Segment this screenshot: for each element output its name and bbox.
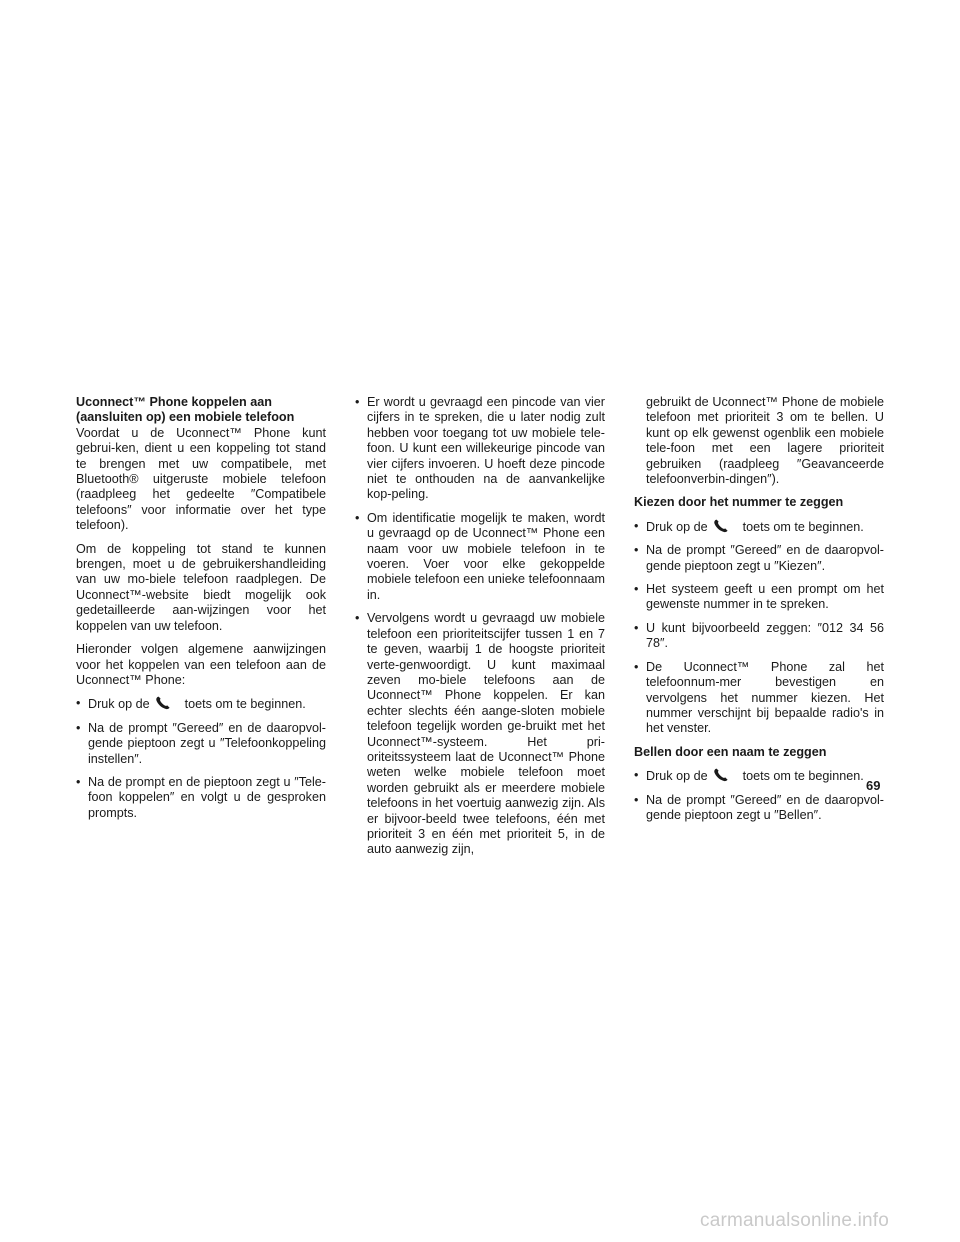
- bullet-symbol: •: [76, 720, 81, 735]
- bullet-text: Druk op de: [646, 519, 708, 534]
- bullet-item: [634, 768, 884, 784]
- bullet-item: [634, 621, 884, 652]
- bullet-symbol: •: [355, 395, 360, 409]
- bullet-symbol: •: [355, 611, 360, 626]
- bullet-item: [634, 519, 884, 535]
- bullet-text: Het systeem geeft u een prompt om het gewenste nummer in te spreken.: [646, 582, 884, 612]
- bullet-symbol: •: [634, 582, 639, 597]
- bullet-text: toets om te beginnen.: [742, 769, 864, 784]
- bullet-text: toets om te beginnen.: [742, 519, 864, 534]
- column-right: [634, 395, 884, 831]
- section-heading: Bellen door een naam te zeggen: [634, 744, 827, 759]
- column-left: [76, 395, 326, 829]
- bullet-text: Druk op de: [646, 769, 708, 784]
- bullet-symbol: •: [634, 659, 639, 674]
- phone-handset-icon: [713, 519, 729, 533]
- bullet-symbol: •: [634, 543, 639, 558]
- bullet-symbol: •: [634, 768, 639, 783]
- bullet-text: De Uconnect™ Phone zal het telefoonnum-mer bevestigen en vervolgens het nummer kiezen. Het nummer verschijnt bij bepaalde radio's in het venster.: [646, 659, 884, 736]
- bullet-text: Om identificatie mogelijk te maken, wordt u gevraagd op de Uconnect™ Phone een naam voor uw mobiele telefoon in te voeren. Voer voor elke gekoppelde mobiele telefoon een unieke telefoonnaam in.: [367, 510, 605, 602]
- continuation-text: gebruikt de Uconnect™ Phone de mobiele telefoon met prioriteit 3 om te bellen. U kunt op elk gewenst ogenblik een mobiele tele-foon met een lagere prioriteit gebruiken (raadpleeg ″Geavanceerde telefoonverbin-dingen″).: [646, 395, 884, 487]
- bullet-symbol: •: [76, 774, 81, 789]
- section-heading: Uconnect™ Phone koppelen aan (aansluiten op) een mobiele telefoon: [76, 395, 295, 425]
- bullet-text: Na de prompt en de pieptoon zegt u ″Tele-foon koppelen″ en volgt u de gesproken prompts.: [88, 774, 326, 820]
- section-heading: Kiezen door het nummer te zeggen: [634, 495, 844, 510]
- bullet-item: [76, 696, 326, 712]
- phone-handset-icon: [155, 696, 171, 710]
- bullet-item: [634, 660, 884, 737]
- bullet-item: [76, 775, 326, 821]
- bullet-item: [634, 793, 884, 824]
- bullet-text: toets om te beginnen.: [184, 697, 306, 712]
- bullet-symbol: •: [634, 792, 639, 807]
- bullet-text: Druk op de: [88, 697, 150, 712]
- paragraph: Om de koppeling tot stand te kunnen brengen, moet u de gebruikershandleiding van uw mo-biele telefoon raadplegen. De Uconnect™-website biedt mogelijk ook gedetailleerde aan-wijzingen voor het koppelen van uw telefoon.: [76, 541, 326, 633]
- bullet-item: [76, 721, 326, 767]
- page-number: 69: [866, 778, 881, 793]
- bullet-text: Na de prompt ″Gereed″ en de daaropvol-gende pieptoon zegt u ″Kiezen″.: [646, 543, 884, 573]
- bullet-symbol: •: [76, 696, 81, 711]
- bullet-item: [355, 511, 605, 603]
- phone-handset-icon: [713, 768, 729, 782]
- bullet-item: [355, 395, 605, 503]
- column-middle: [355, 395, 605, 866]
- bullet-text: U kunt bijvoorbeeld zeggen: ″012 34 56 78″.: [646, 620, 884, 651]
- paragraph: Hieronder volgen algemene aanwijzingen voor het koppelen van een telefoon aan de Uconnect™ Phone:: [76, 642, 326, 687]
- bullet-symbol: •: [634, 620, 639, 635]
- bullet-text: Na de prompt ″Gereed″ en de daaropvol-gende pieptoon zegt u ″Telefoonkoppeling instellen″.: [88, 720, 326, 766]
- bullet-item: [634, 582, 884, 613]
- bullet-symbol: •: [634, 518, 639, 533]
- bullet-symbol: •: [355, 510, 360, 525]
- bullet-text: Na de prompt ″Gereed″ en de daaropvol-gende pieptoon zegt u ″Bellen″.: [646, 792, 884, 822]
- bullet-item: [355, 611, 605, 858]
- bullet-text: Er wordt u gevraagd een pincode van vier cijfers in te spreken, die u later nodig zult hebben voor toegang tot uw mobiele tele-foon. U kunt een willekeurige pincode van vier cijfers invoeren. U hoeft deze pincode niet te onthouden na de aanvankelijke kop-peling.: [367, 395, 605, 502]
- watermark: carmanualsonline.info: [700, 1210, 890, 1231]
- bullet-text: Vervolgens wordt u gevraagd uw mobiele telefoon een prioriteitscijfer tussen 1 en 7 te geven, waarbij 1 de hoogste prioriteit verte-genwoordigt. U kunt maximaal zeven mo-biele telefoons aan de Uconnect™ Phone koppelen. Er kan echter slechts één aange-sloten mobiele telefoon tegelijk worden ge-bruikt met het Uconnect™-systeem. Het pri-oriteitssysteem laat de Uconnect™ Phone weten welke mobiele telefoon moet worden gebruikt als er meerdere mobiele telefoons in het voertuig aanwezig zijn. Als er bijvoor-beeld twee telefoons, één met prioriteit 3 en één met prioriteit 5, in de auto aanwezig zijn,: [367, 611, 605, 857]
- intro-paragraph: Voordat u de Uconnect™ Phone kunt gebrui-ken, dient u een koppeling tot stand te brengen met uw compatibele, met Bluetooth® uitgeruste mobiele telefoon (raadpleeg het gedeelte ″Compatibele telefoons″ voor informatie over het type telefoon).: [76, 425, 326, 533]
- bullet-item: [634, 543, 884, 574]
